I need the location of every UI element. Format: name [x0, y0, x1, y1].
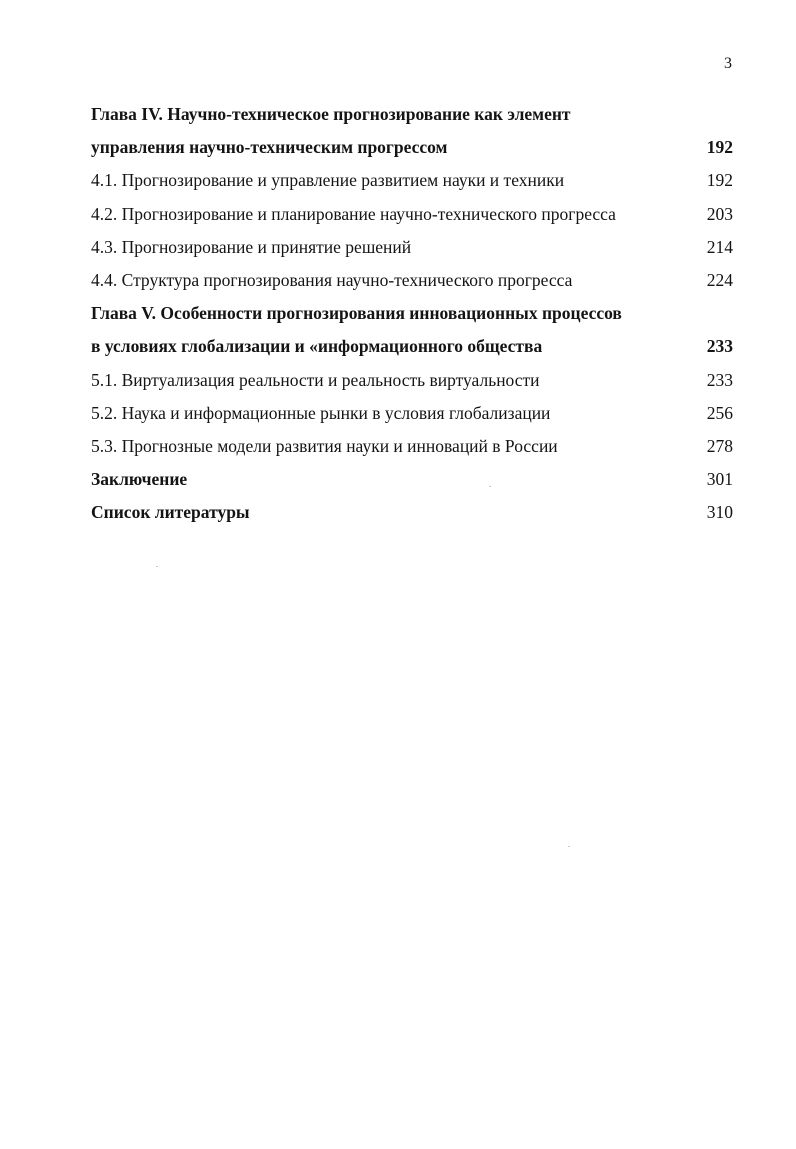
section-label: 5.1. Виртуализация реальности и реальность виртуальности — [91, 369, 540, 390]
page-number: 3 — [724, 55, 732, 72]
chapter-5-title-line-1: Глава V. Особенности прогнозирования инновационных процессов — [91, 303, 622, 324]
section-page: 233 — [706, 369, 733, 390]
scan-speck — [489, 486, 491, 487]
toc-entry-4-4 — [91, 264, 733, 297]
chapter-4-page: 192 — [706, 137, 733, 158]
chapter-4-title-line-2: управления научно-техническим прогрессом — [91, 137, 448, 158]
toc-entry-bibliography — [91, 496, 733, 529]
chapter-4-heading-line-1 — [91, 98, 733, 131]
toc-entry-5-1 — [91, 364, 733, 397]
section-label: 5.3. Прогнозные модели развития науки и инноваций в России — [91, 435, 558, 456]
chapter-4-heading-line-2 — [91, 131, 733, 164]
scan-speck — [568, 846, 570, 847]
section-page: 256 — [706, 402, 733, 423]
section-label: 4.1. Прогнозирование и управление развитием науки и техники — [91, 170, 565, 191]
section-label: 5.2. Наука и информационные рынки в условия глобализации — [91, 402, 551, 423]
chapter-4-title-line-1: Глава IV. Научно-техническое прогнозирование как элемент — [91, 104, 571, 124]
chapter-5-title-line-2: в условиях глобализации и «информационного общества — [91, 336, 543, 357]
bibliography-label: Список литературы — [91, 502, 250, 523]
section-label: 4.2. Прогнозирование и планирование научно-технического прогресса — [91, 203, 616, 224]
toc-entry-5-3 — [91, 430, 733, 463]
section-page: 224 — [706, 269, 733, 290]
section-page: 192 — [706, 170, 733, 191]
chapter-5-page: 233 — [706, 336, 733, 357]
scan-speck — [156, 566, 158, 567]
section-page: 203 — [706, 203, 733, 224]
toc-entry-4-1 — [91, 164, 733, 197]
toc-entry-4-3 — [91, 231, 733, 264]
table-of-contents — [91, 98, 733, 529]
chapter-5-heading-line-1 — [91, 297, 733, 330]
section-page: 278 — [706, 435, 733, 456]
chapter-5-heading-line-2 — [91, 330, 733, 363]
section-label: 4.3. Прогнозирование и принятие решений — [91, 236, 412, 257]
toc-entry-conclusion — [91, 463, 733, 496]
toc-entry-5-2 — [91, 397, 733, 430]
toc-entry-4-2 — [91, 198, 733, 231]
section-page: 214 — [706, 236, 733, 257]
section-label: 4.4. Структура прогнозирования научно-технического прогресса — [91, 269, 573, 290]
bibliography-page: 310 — [706, 502, 733, 523]
conclusion-label: Заключение — [91, 469, 188, 490]
conclusion-page: 301 — [706, 469, 733, 490]
